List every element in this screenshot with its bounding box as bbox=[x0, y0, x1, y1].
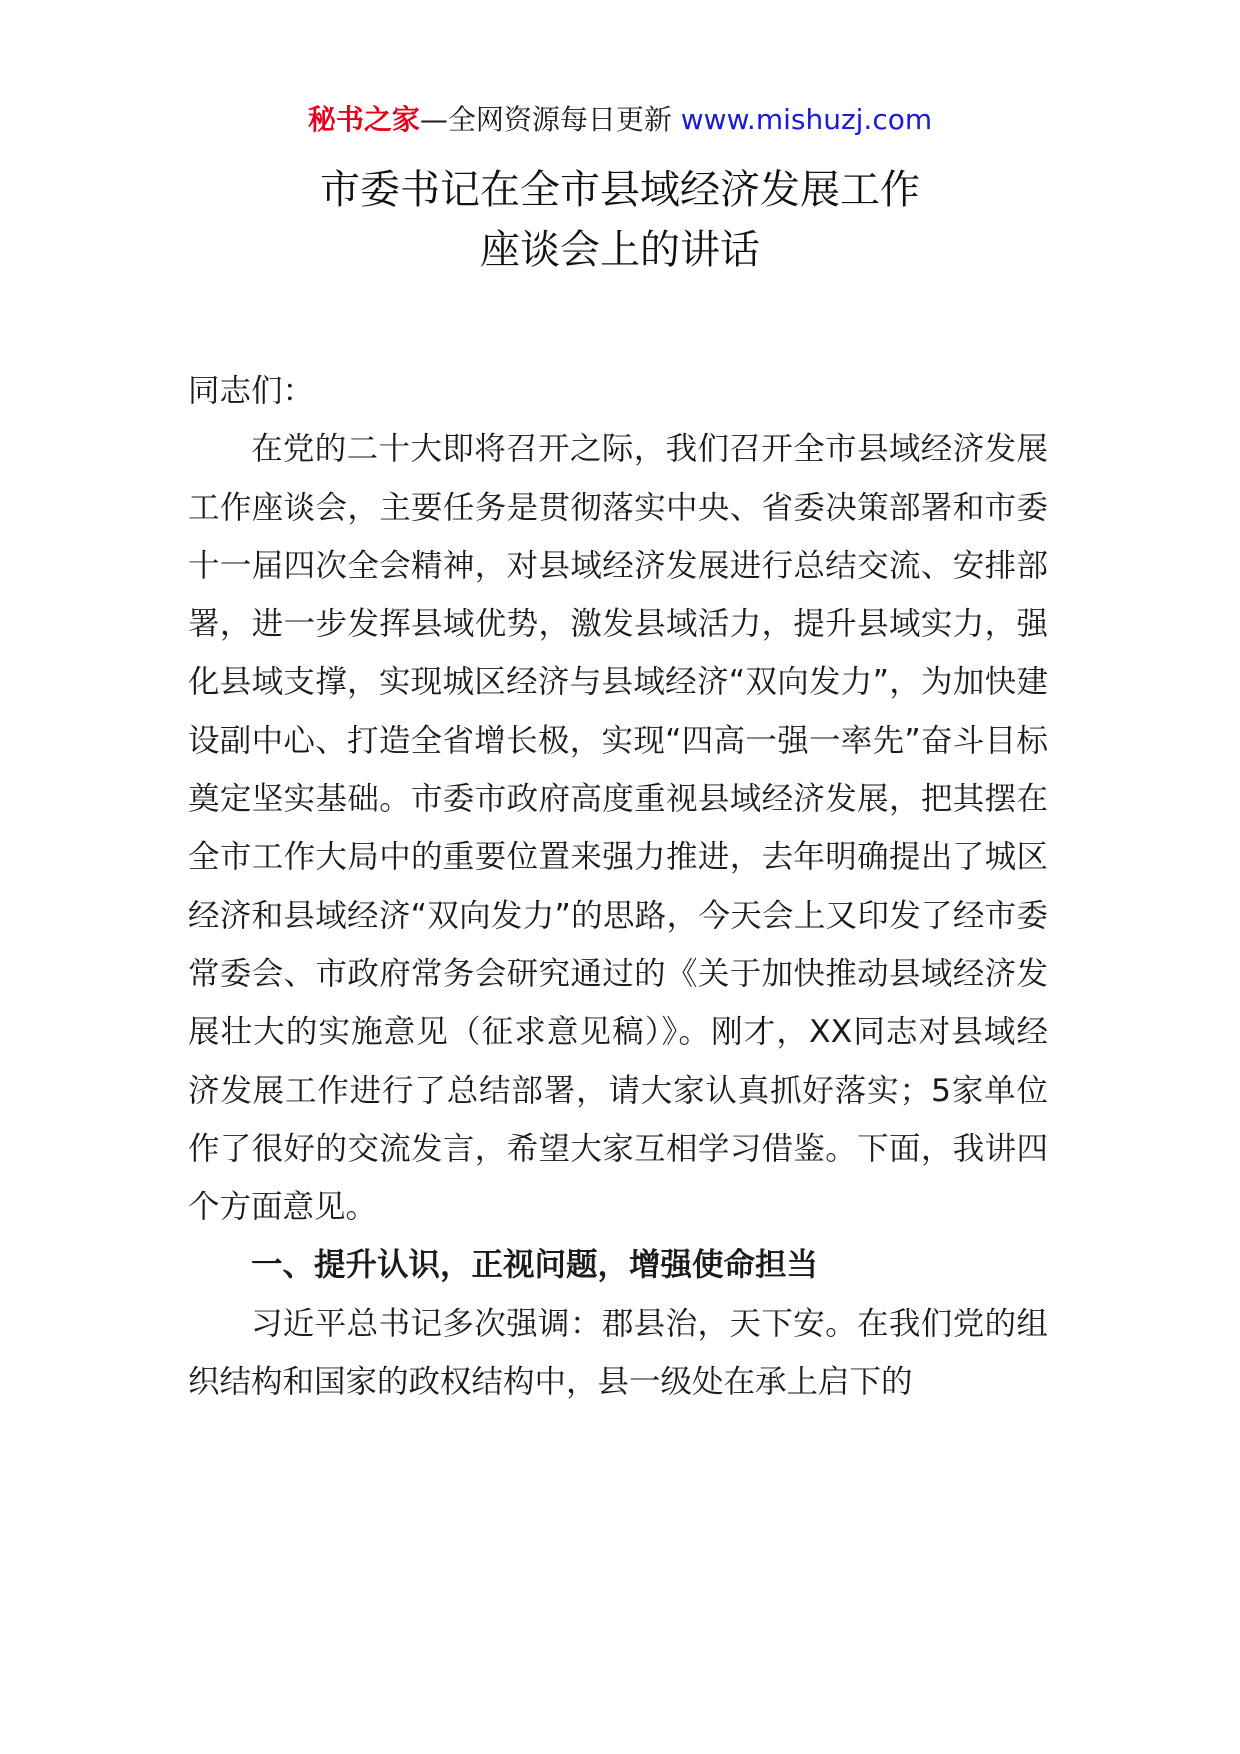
paragraph-2: 习近平总书记多次强调：郡县治，天下安。在我们党的组织结构和国家的政权结构中，县一级处在承上启下的 bbox=[188, 1305, 1048, 1401]
brand-name: 秘书之家 bbox=[307, 103, 420, 136]
title-line-2: 座谈会上的讲话 bbox=[480, 227, 760, 273]
paragraph-1: 在党的二十大即将召开之际，我们召开全市县域经济发展工作座谈会，主要任务是贯彻落实中央、省委决策部署和市委十一届四次全会精神，对县域经济发展进行总结交流、安排部署，进一步发挥县域优势，激发县域活力，提升县域实力，强化县域支撑，实现城区经济与县域经济“双向发力”，为加快建设副中心、打造全省增长极，实现“四高一强一率先”奋斗目标奠定坚实基础。市委市政府高度重视县域经济发展，把其摆在全市工作大局中的重要位置来强力推进，去年明确提出了城区经济和县域经济“双向发力”的思路，今天会上又印发了经市委常委会、市政府常务会研究通过的《关于加快推动县域经济发展壮大的实施意见（征求意见稿）》。刚才，XX同志对县域经济发展工作进行了总结部署，请大家认真抓好落实；5家单位作了很好的交流发言，希望大家互相学习借鉴。下面，我讲四个方面意见。 bbox=[188, 431, 1048, 1226]
section-heading-1: 一、提升认识，正视问题，增强使命担当 bbox=[251, 1247, 819, 1284]
site-header bbox=[0, 100, 1240, 140]
title-line-1: 市委书记在全市县域经济发展工作 bbox=[320, 167, 920, 213]
salutation: 同志们： bbox=[188, 373, 315, 409]
document-body bbox=[188, 362, 1048, 1411]
document-title bbox=[0, 160, 1240, 280]
header-slogan: —全网资源每日更新 bbox=[419, 103, 681, 136]
site-url-link[interactable]: www.mishuzj.com bbox=[680, 103, 933, 136]
